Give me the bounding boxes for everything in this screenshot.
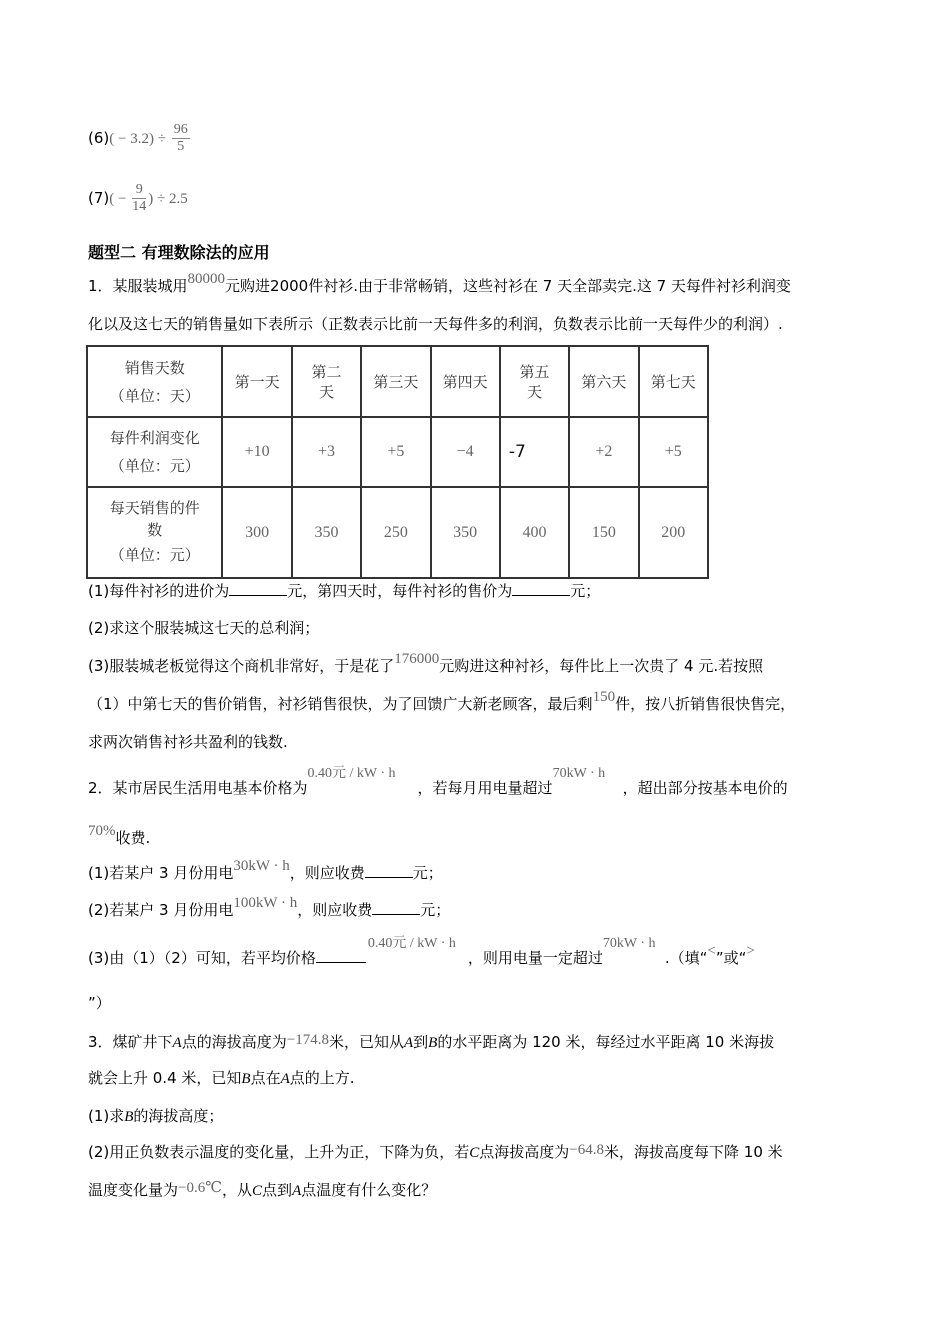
q2-line2 [88,823,151,849]
math-value: 80000 [187,271,226,287]
cell-text: 销售天数 [124,358,185,377]
text: ”或“ [715,949,747,967]
math-expr: ) ÷ 2.5 [148,191,188,207]
table-cell: +5 [639,417,708,487]
text: 元； [420,901,451,919]
cell-text: 每天销售的件 [109,498,200,517]
exercise-6 [88,122,192,155]
math-expr: ( − [109,191,131,207]
q3-sub2 [88,1142,783,1163]
text: 元； [570,582,601,600]
table-cell: 150 [569,487,638,578]
var-a: A [403,1035,414,1051]
math-value: 30kW · h [233,858,290,874]
cell-text: 第二 [311,362,342,381]
sales-table [86,345,709,579]
table-cell: −4 [431,417,500,487]
text: 点的海拔高度为 [181,1033,287,1051]
greater-than-symbol: > [746,943,755,959]
table-cell: 250 [361,487,430,578]
text: 到 [413,1033,429,1051]
section-title: 题型二 有理数除法的应用 [88,243,270,262]
q2-sub3-end: ”） [88,994,111,1012]
text: 的海拔高度； [133,1107,224,1125]
table-cell: +5 [361,417,430,487]
q2-sub2 [88,895,451,921]
text: (1)求 [88,1107,125,1125]
text: ，则用电量一定超过 [467,949,603,967]
math-value: 0.40元 / kW · h [307,766,396,781]
cell-text: 数 [147,520,163,539]
text: 温度变化量为 [88,1181,179,1199]
text: 点在 [250,1069,281,1087]
cell-text: 第六天 [581,373,627,391]
table-cell: 300 [222,487,291,578]
cell-text: （单位：天） [109,386,200,405]
text: ，则应收费 [289,864,365,882]
q1-sub1 [88,581,600,601]
math-value: 100kW · h [233,895,298,911]
math-value: 70% [88,823,116,839]
table-cell: +3 [292,417,361,487]
math-value: −64.8 [569,1142,605,1158]
q1-sub3-line3: 求两次销售衬衫共盈利的钱数. [88,733,288,751]
table-header-cell [87,417,222,487]
text: 元购进这种衬衫，每件比上一次贵了 4 元.若按照 [439,657,764,675]
cell-text: 每件利润变化 [109,429,200,447]
table-cell: 400 [500,487,569,578]
text: 3．煤矿井下 [88,1033,173,1051]
answer-blank[interactable] [372,900,420,915]
exercise-7 [88,182,188,215]
math-value: 70kW · h [602,936,656,951]
text: ，从 [222,1181,253,1199]
cell-text: 第四天 [442,373,488,391]
text: 件，按八折销售很快售完， [615,695,796,713]
answer-blank[interactable] [316,948,366,963]
text: (1)若某户 3 月份用电 [88,864,234,882]
q1-line2: 化以及这七天的销售量如下表所示（正数表示比前一天每件多的利润，负数表示比前一天每件少的利润）. [88,315,783,333]
text: ，则应收费 [297,901,373,919]
q1-sub3-line1 [88,651,764,677]
table-day-cell [569,346,638,417]
cell-text: （单位：元） [109,545,200,564]
text: 元，第四天时，每件衬衫的售价为 [287,582,513,600]
q3-line1 [88,1032,774,1053]
text: 点温度有什么变化？ [301,1181,437,1199]
text: 元购进2000件衬衫.由于非常畅销，这些衬衫在 7 天全部卖完.这 7 天每件衬衫利润变 [225,277,791,295]
q3-line2 [88,1068,355,1089]
q1-sub2: (2)求这个服装城这七天的总利润； [88,619,320,637]
text: 米，海拔高度每下降 10 米 [604,1143,783,1161]
table-cell: -7 [500,417,569,487]
table-header-cell [87,346,222,417]
text: 的水平距离为 120 米，每经过水平距离 10 米海拔 [437,1033,775,1051]
less-than-symbol: < [707,943,716,959]
text: 就会上升 0.4 米，已知 [88,1069,242,1087]
text: ，超出部分按基本电价的 [622,779,788,797]
math-value: −0.6℃ [178,1180,223,1196]
math-value: −174.8 [286,1032,329,1048]
table-header-cell [87,487,222,578]
table-day-cell [431,346,500,417]
var-a: A [280,1071,290,1087]
frac-numerator: 9 [132,182,146,199]
fraction [132,182,146,215]
table-day-cell [639,346,708,417]
text: (1)每件衬衫的进价为 [88,582,230,600]
text: .（填“ [664,949,708,967]
q2-sub3 [88,936,755,970]
cell-text: 天 [318,382,334,401]
text: 元； [412,864,443,882]
var-a: A [172,1035,182,1051]
var-a: A [292,1183,302,1199]
text: ，若每月用电量超过 [417,779,553,797]
frac-denominator: 14 [132,199,147,214]
var-c: C [469,1145,480,1161]
fraction [172,122,190,155]
table-cell: 350 [431,487,500,578]
math-value: 0.40元 / kW · h [367,936,456,951]
table-row-profit [87,417,708,487]
var-c: C [252,1183,263,1199]
q1-line1 [88,271,791,297]
cell-text: 第七天 [650,373,696,391]
exercise-label: (6) [88,129,110,147]
var-b: B [428,1035,438,1051]
text: 2．某市居民生活用电基本价格为 [88,779,308,797]
text: (2)若某户 3 月份用电 [88,901,234,919]
frac-denominator: 5 [177,139,185,154]
cell-text: （单位：元） [109,457,200,475]
var-b: B [124,1109,134,1125]
cell-text: 第一天 [234,373,280,391]
text: (3)服装城老板觉得这个商机非常好，于是花了 [88,657,395,675]
exercise-label: (7) [88,189,110,207]
q2-line1 [88,766,788,800]
text: 点的上方. [289,1069,355,1087]
answer-blank[interactable] [229,581,287,596]
text: 1．某服装城用 [88,277,188,295]
text: (2)用正负数表示温度的变化量，上升为正，下降为负，若 [88,1143,470,1161]
text: 收费. [115,829,151,847]
table-cell: +10 [222,417,291,487]
table-day-cell [222,346,291,417]
text: 点海拔高度为 [479,1143,570,1161]
table-cell: +2 [569,417,638,487]
math-value: 70kW · h [552,766,606,781]
table-row-sales [87,487,708,578]
table-cell: 200 [639,487,708,578]
text: 米，已知从 [328,1033,404,1051]
text: （1）中第七天的售价销售，衬衫销售很快，为了回馈广大新老顾客，最后剩 [88,695,593,713]
text: (3)由（1）（2）可知，若平均价格 [88,949,316,967]
answer-blank[interactable] [512,581,570,596]
cell-text: 第五 [519,362,550,381]
math-value: 176000 [394,651,440,667]
text: 点到 [262,1181,293,1199]
table-day-cell [500,346,569,417]
answer-blank[interactable] [365,863,413,878]
math-expr: ( − 3.2) ÷ [109,131,170,147]
var-b: B [241,1071,251,1087]
frac-numerator: 96 [173,122,188,137]
cell-text: 第三天 [373,373,419,391]
q1-sub3-line2 [88,689,796,715]
q2-sub1 [88,858,443,884]
cell-text: 天 [527,382,543,401]
table-day-cell [361,346,430,417]
math-value: 150 [592,689,616,705]
q3-sub1 [88,1106,223,1127]
table-cell: 350 [292,487,361,578]
q3-sub2-line2 [88,1180,436,1201]
table-day-cell [292,346,361,417]
table-row-days [87,346,708,417]
